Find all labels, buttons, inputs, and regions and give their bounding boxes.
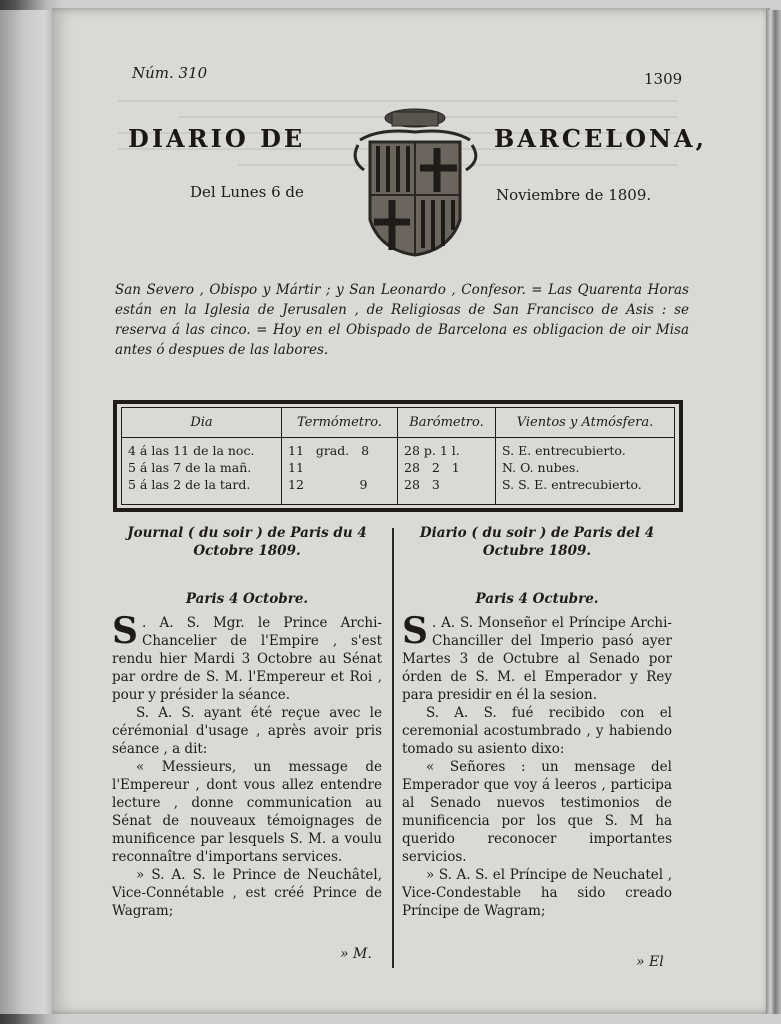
row-termometro: 11 grad. 8: [288, 443, 370, 458]
left-catchword: » M.: [340, 946, 372, 962]
row-barometro: 28 p. 1 l.: [404, 443, 460, 458]
masthead-title-left: DIARIO DE: [128, 124, 306, 153]
row-dia: 4 á las 11 de la noc.: [128, 443, 255, 458]
right-column-heading: Diario ( du soir ) de Paris del 4 Octubre 1809.: [419, 525, 655, 559]
left-column-french: [112, 524, 382, 920]
date-line-right: Noviembre de 1809.: [496, 186, 652, 204]
row-dia: 5 á las 2 de la tard.: [128, 477, 251, 492]
row-vientos: S. S. E. entrecubierto.: [502, 477, 642, 492]
left-drop-cap: S: [112, 610, 138, 652]
row-vientos: S. E. entrecubierto.: [502, 443, 626, 458]
right-page-edge: [766, 10, 781, 1014]
header-termometro: Termómetro.: [282, 408, 397, 438]
right-paragraph-4: » S. A. S. el Príncipe de Neuchatel , Vice-Condestable ha sido creado Príncipe de Wagram;: [402, 867, 672, 919]
row-barometro: 28 2 1: [404, 460, 460, 475]
right-paragraph-3: « Señores : un mensage del Emperador que voy á leeros , participa al Senado nuevos testimonios de munificencia por los que S. M ha querido reconocer importantes servicios.: [402, 759, 672, 865]
barcelona-coat-of-arms: [340, 100, 490, 260]
right-paragraph-1: [402, 610, 672, 704]
left-paragraph-4: » S. A. S. le Prince de Neuchâtel, Vice-Connétable , est créé Prince de Wagram;: [112, 867, 382, 919]
column-barometro: [398, 408, 496, 504]
page-number: 1309: [644, 70, 683, 88]
row-termometro: 11: [288, 460, 304, 475]
right-column-spanish: [402, 524, 672, 920]
right-paragraph-2: S. A. S. fué recibido con el ceremonial acostumbrado , y habiendo tomado su asiento dixo:: [402, 705, 672, 757]
column-termometro: [282, 408, 398, 504]
left-page-gutter: [0, 10, 60, 1014]
header-barometro: Barómetro.: [398, 408, 495, 438]
right-paragraph-1-text: . A. S. Monseñor el Príncipe Archi-Chanciller del Imperio pasó ayer Martes 3 de Octubre al Senado por órden de S. M. el Emperador y Rey para presidir en él la sesion.: [402, 615, 672, 703]
header-dia: Dia: [122, 408, 281, 438]
row-vientos: N. O. nubes.: [502, 460, 580, 475]
right-catchword: » El: [636, 954, 664, 970]
left-paragraph-3: « Messieurs, un message de l'Empereur , dont vous allez entendre lecture , donne communication au Sénat de nouveaux témoignages de munificence par lesquels S. M. a voulu reconnaître d'importans services.: [112, 759, 382, 865]
left-dateline: Paris 4 Octobre.: [185, 591, 309, 607]
column-divider: [392, 528, 394, 968]
column-dia: [122, 408, 282, 504]
header-vientos: Vientos y Atmósfera.: [496, 408, 674, 438]
right-dateline: Paris 4 Octubre.: [475, 591, 599, 607]
column-vientos: [496, 408, 674, 504]
row-barometro: 28 3: [404, 477, 440, 492]
date-line-left: Del Lunes 6 de: [190, 183, 304, 201]
left-paragraph-1-text: . A. S. Mgr. le Prince Archi-Chancelier de l'Empire , s'est rendu hier Mardi 3 Octobre au Sénat par ordre de S. M. l'Empereur et Roi , pour y présider la séance.: [112, 615, 382, 703]
left-paragraph-2: S. A. S. ayant été reçue avec le cérémonial d'usage , après avoir pris séance , a dit:: [112, 705, 382, 757]
row-termometro: 12 9: [288, 477, 368, 492]
masthead-title-right: BARCELONA,: [494, 124, 707, 153]
left-paragraph-1: [112, 610, 382, 704]
saints-notice: San Severo , Obispo y Mártir ; y San Leonardo , Confesor. = Las Quarenta Horas están en la Iglesia de Jerusalen , de Religiosas de San Francisco de Asis : se reserva á las cinco. = Hoy en el Obispado de Barcelona es obligacion de oir Misa antes ó despues de las labores.: [115, 282, 689, 358]
right-drop-cap: S: [402, 610, 428, 652]
weather-table: [113, 400, 683, 512]
issue-number: Núm. 310: [132, 64, 208, 82]
row-dia: 5 á las 7 de la mañ.: [128, 460, 252, 475]
left-column-heading: Journal ( du soir ) de Paris du 4 Octobre 1809.: [127, 525, 367, 559]
